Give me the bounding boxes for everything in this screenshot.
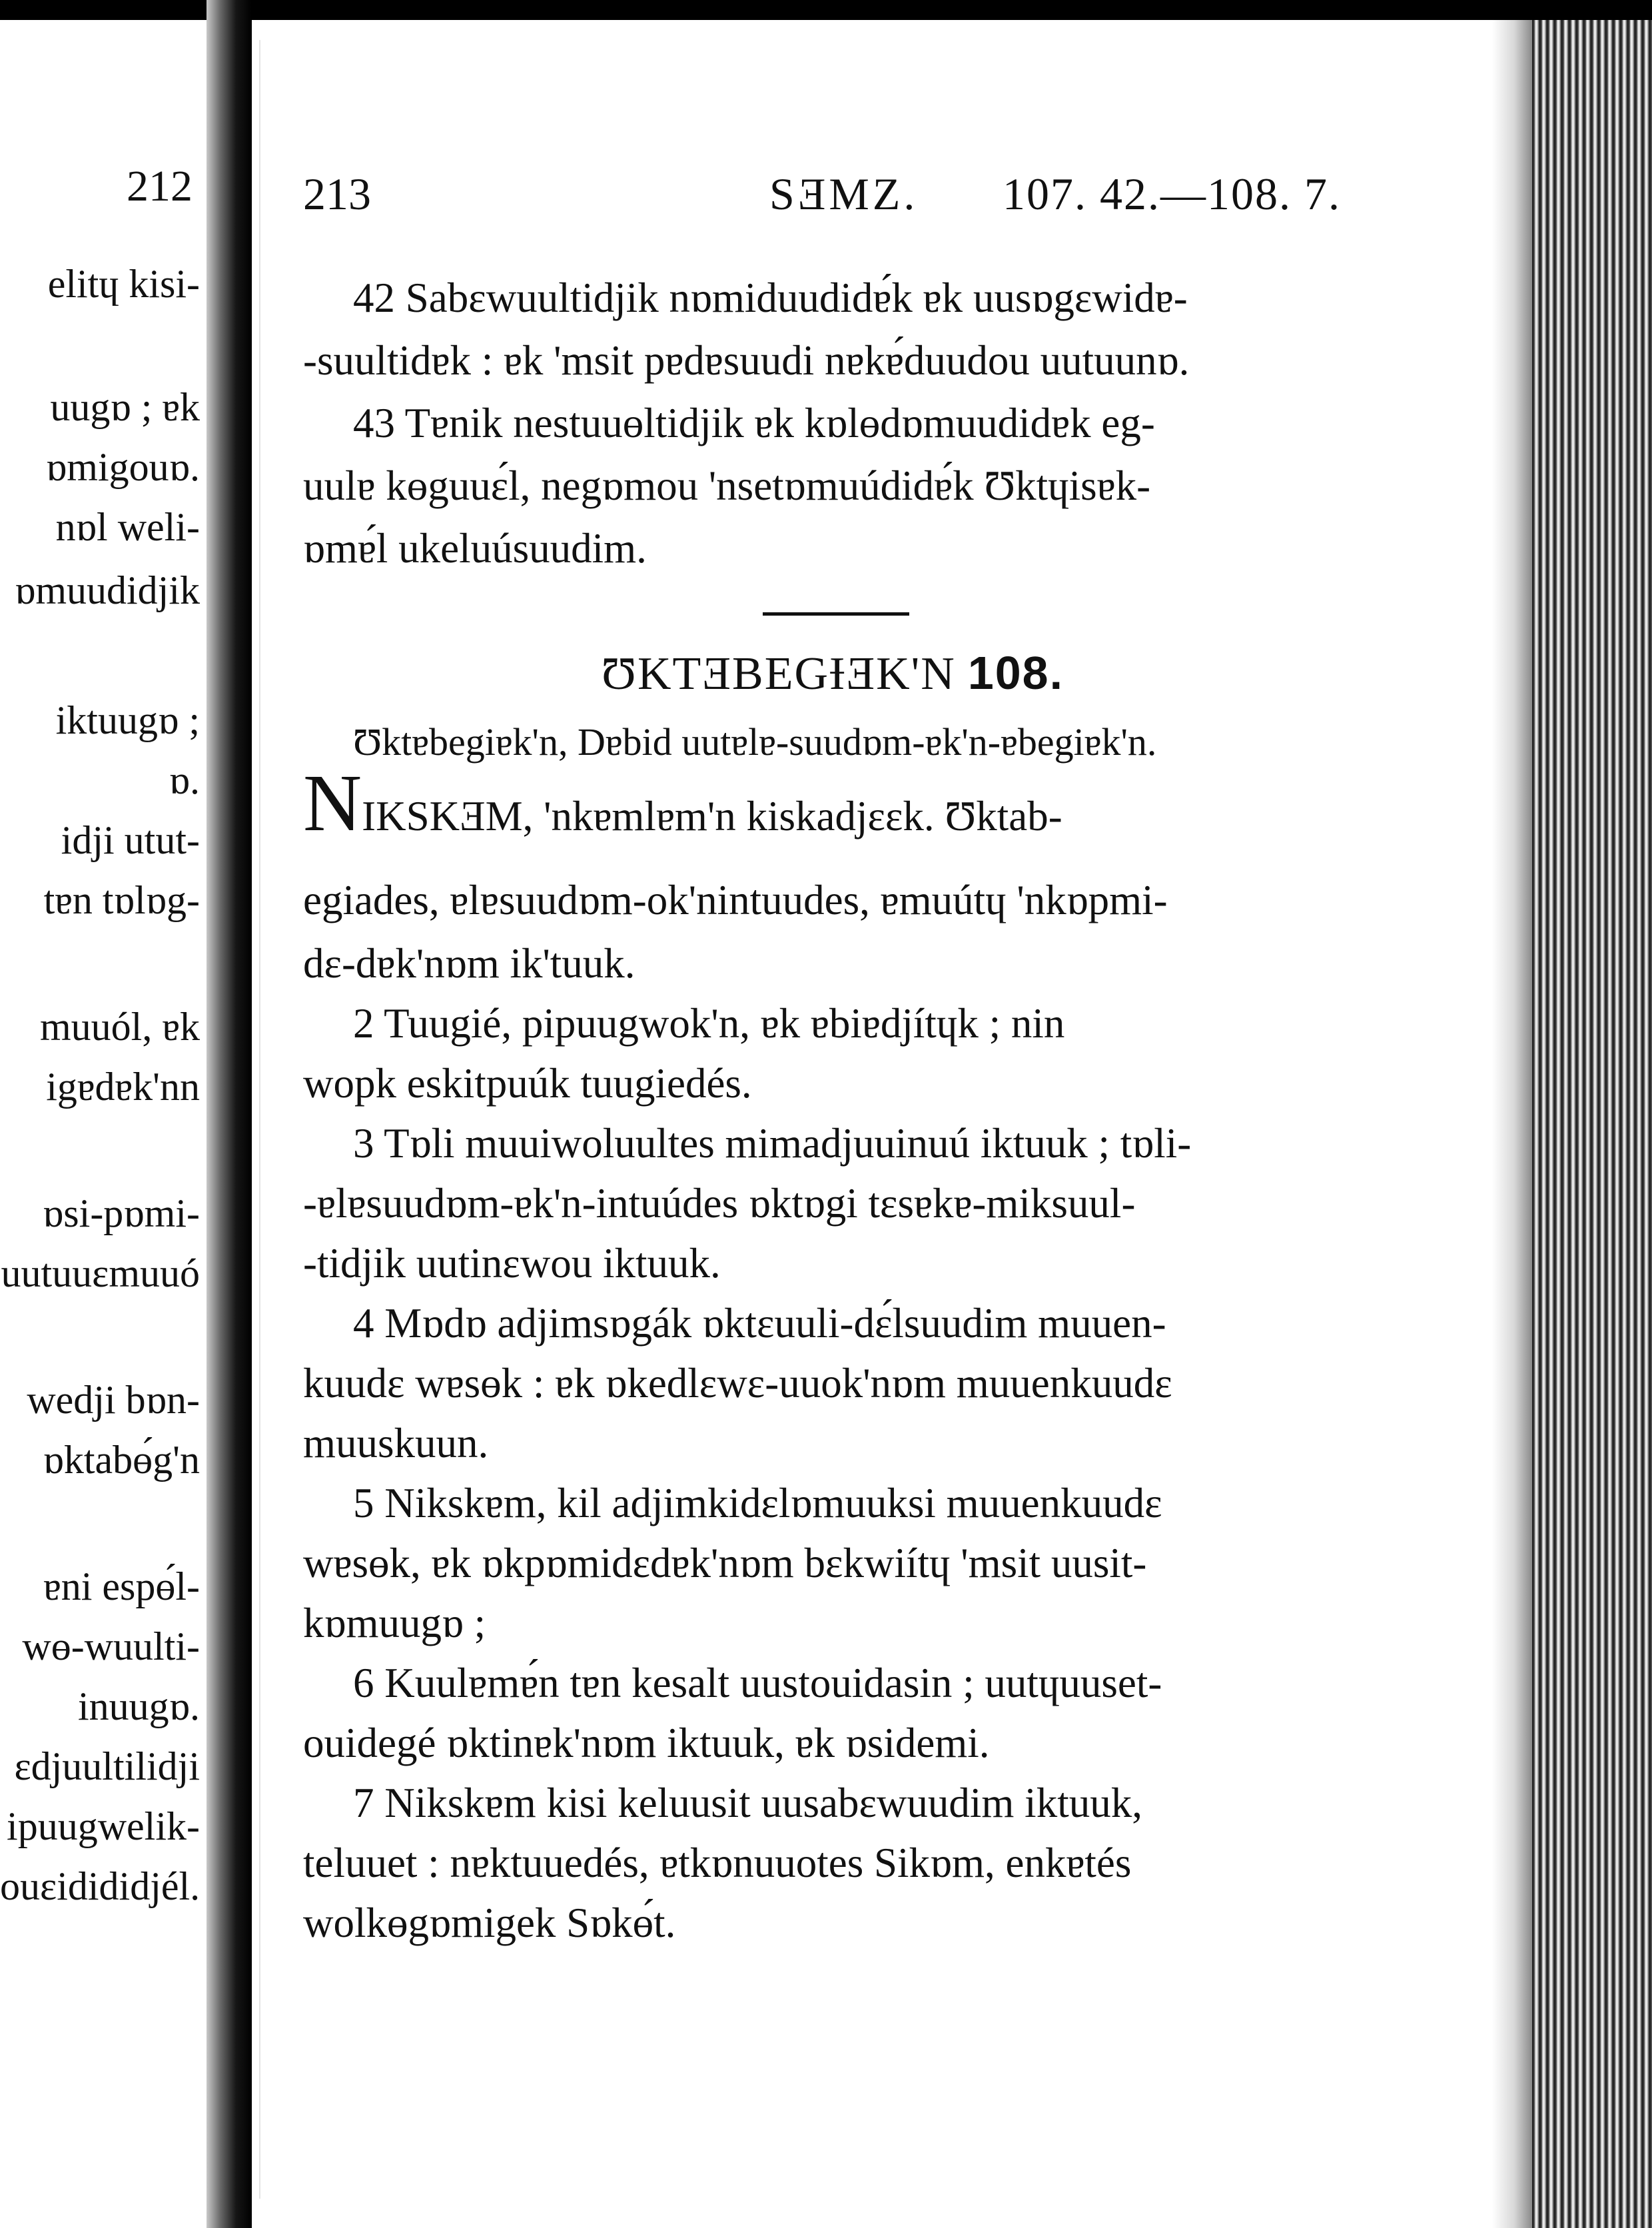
left-page-number: 212 <box>127 162 193 211</box>
left-page-line: wɵ-wuulti- <box>22 1624 200 1668</box>
left-page-line: ouɛidididjél. <box>0 1864 201 1908</box>
book-page-edges <box>1532 20 1652 2228</box>
left-page-line: iktuugɒ ; <box>55 698 200 742</box>
left-page-line: igɐdɐk'nn <box>46 1065 200 1109</box>
page-number: 213 <box>303 169 371 219</box>
psalm-number: 108. <box>967 647 1064 699</box>
section-divider <box>763 612 909 616</box>
verse-line: 6 Kuulɐmɐ́n tɐn kesalt uustouidasin ; uutɥuuset- <box>353 1660 1162 1706</box>
left-page-line: uugɒ ; ɐk <box>50 385 200 429</box>
verse-line: ɒmɐ́l ukeluúsuudim. <box>303 525 647 572</box>
left-page-fragment <box>0 20 206 2228</box>
left-page-line: nɒl weli- <box>55 505 200 549</box>
left-page-line: uutuuɛmuuó <box>1 1251 200 1295</box>
verse-line: wolkɵgɒmigek Sɒkɵ́t. <box>303 1900 676 1946</box>
verse-line: -ɐlɐsuudɒm-ɐk'n-intuúdes ɒktɒgi tɛsɐkɐ-miksuul- <box>303 1180 1136 1227</box>
left-page-line: wedji bɒn- <box>27 1378 200 1422</box>
verse-line: teluuet : nɐktuuedés, ɐtkɒnuuotes Sikɒm, enkɐtés <box>303 1840 1132 1886</box>
verse-line: dɛ-dɐk'nɒm ik'tuuk. <box>303 940 635 987</box>
verse-line: wopk eskitpuúk tuugiedés. <box>303 1060 752 1107</box>
psalm-title: ƱKTƎBEGƗƎK'N <box>601 648 956 700</box>
verse-line: -tidjik uutinɛwou iktuuk. <box>303 1240 721 1287</box>
verse-line: wɐsɵk, ɐk ɒkpɒmidɛdɐk'nɒm bɛkwiítɥ 'msit uusit- <box>303 1540 1147 1586</box>
verse-line: 42 Sabɛwuultidjik nɒmiduudidɐ́k ɐk uusɒgɛwidɐ- <box>353 275 1188 321</box>
book-title: SƎMZ. <box>769 169 919 219</box>
verse-line: 3 Tɒli muuiwoluultes mimadjuuinuú iktuuk ; tɒli- <box>353 1120 1192 1167</box>
running-head <box>303 168 1362 235</box>
page-curl-shadow <box>1492 20 1532 2228</box>
right-page <box>303 20 1362 2219</box>
psalm-superscription: Ʊktɐbegiɐk'n, Dɐbid uutɐlɐ-suudɒm-ɐk'n-ɐbegiɐk'n. <box>353 720 1157 764</box>
verse-line: 2 Tuugié, pipuugwok'n, ɐk ɐbiɐdjítɥk ; nin <box>353 1000 1065 1047</box>
left-page-line: idji utut- <box>61 818 200 862</box>
left-page-line: ɒsi-pɒmi- <box>42 1191 200 1235</box>
verse-line: uulɐ kɵguuɛ́l, negɒmou 'nsetɒmuúdidɐ́k Ʊktɥisɐk- <box>303 462 1151 509</box>
page-crease <box>259 40 260 2199</box>
left-page-line: ɛdjuultilidji <box>14 1744 200 1788</box>
verse-line: -suultidɐk : ɐk 'msit pɐdɐsuudi nɐkɐ́duudou uutuunɒ. <box>303 337 1190 384</box>
left-page-line: ɒktabɵ́g'n <box>43 1438 200 1482</box>
verse-line: kɒmuugɒ ; <box>303 1600 486 1646</box>
verse-line-first <box>303 763 1362 856</box>
left-page-line: ipuugwelik- <box>7 1804 200 1848</box>
chapter-verse-reference: 107. 42.—108. 7. <box>1003 169 1341 219</box>
verse-line: kuudɛ wɐsɵk : ɐk ɒkedlɛwɛ-uuok'nɒm muuenkuudɛ <box>303 1360 1172 1406</box>
left-page-line: ɒmigouɒ. <box>45 445 200 489</box>
verse-line: muuskuun. <box>303 1420 489 1466</box>
left-page-line: muuól, ɐk <box>40 1005 200 1049</box>
left-page-line: elitɥ kisi- <box>47 262 200 306</box>
left-page-line: ɐni espɵ́l- <box>43 1564 200 1608</box>
verse-text: IKSKƎM, 'nkɐmlɐm'n kiskadjɛɛk. Ʊktab- <box>362 793 1062 839</box>
verse-line: ouidegé ɒktinɐk'nɒm iktuuk, ɐk ɒsidemi. <box>303 1720 990 1766</box>
verse-line: 5 Nikskɐm, kil adjimkidɛlɒmuuksi muuenkuudɛ <box>353 1480 1162 1526</box>
left-page-line: tɐn tɒlɒg- <box>43 878 200 922</box>
psalm-heading <box>303 646 1362 701</box>
left-page-line: inuugɒ. <box>77 1684 200 1728</box>
verse-line: 7 Nikskɐm kisi keluusit uusabɛwuudim iktuuk, <box>353 1780 1142 1826</box>
verse-line: egiades, ɐlɐsuudɒm-ok'nintuudes, ɐmuútɥ 'nkɒpmi- <box>303 877 1168 923</box>
left-page-line: ɒmuudidjik <box>14 568 200 612</box>
book-gutter-shadow <box>206 0 252 2228</box>
verse-line: 43 Tɐnik nestuuɵltidjik ɐk kɒlɵdɒmuudidɐk eg- <box>353 400 1155 446</box>
drop-cap: N <box>303 763 362 848</box>
left-page-line: ɒ. <box>169 758 200 802</box>
verse-line: 4 Mɒdɒ adjimsɒgák ɒktɛuuli-dɛ́lsuudim muuen- <box>353 1300 1166 1347</box>
